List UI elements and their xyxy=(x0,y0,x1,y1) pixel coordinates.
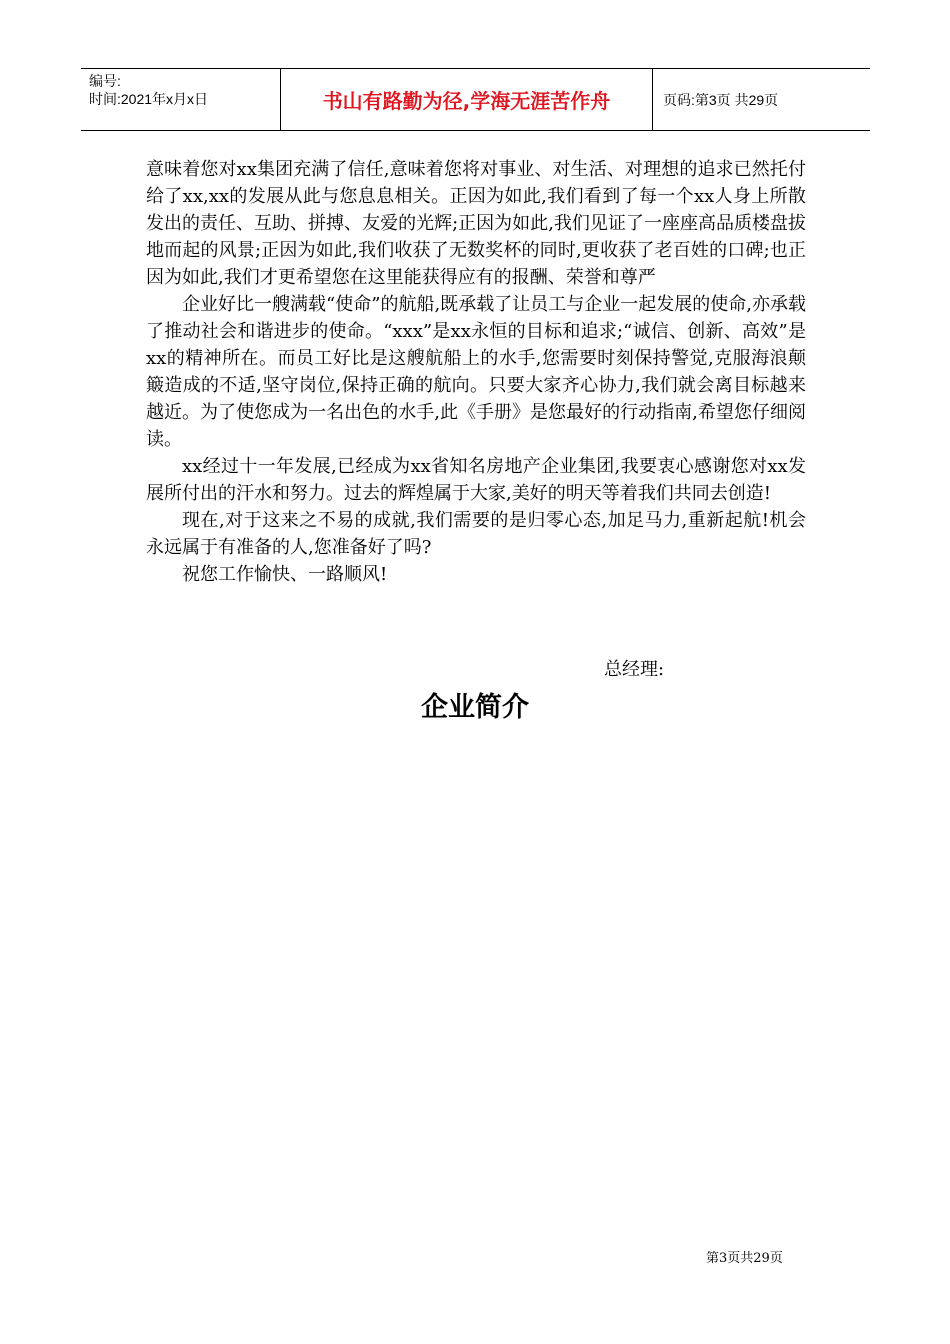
paragraph: 企业好比一艘满载“使命”的航船,既承载了让员工与企业一起发展的使命,亦承载了推动社会和谐进步的使命。“xxx”是xx永恒的目标和追求;“诚信、创新、高效”是xx的精神所在。而员工好比是这艘航船上的水手,您需要时刻保持警觉,克服海浪颠簸造成的不适,坚守岗位,保持正确的航向。只要大家齐心协力,我们就会离目标越来越近。为了使您成为一名出色的水手,此《手册》是您最好的行动指南,希望您仔细阅读。 xyxy=(146,294,806,450)
letter-body xyxy=(146,156,806,588)
signature-line: 总经理: xyxy=(604,659,665,680)
header-motto: 书山有路勤为径,学海无涯苦作舟 xyxy=(281,69,653,130)
header-page-number: 页码:第3页 共29页 xyxy=(663,91,779,108)
paragraph: xx经过十一年发展,已经成为xx省知名房地产企业集团,我要衷心感谢您对xx发展所付出的汗水和努力。过去的辉煌属于大家,美好的明天等着我们共同去创造! xyxy=(146,456,806,504)
section-title: 企业简介 xyxy=(421,692,529,723)
footer-page-number: 第3页共29页 xyxy=(706,1251,783,1266)
document-time-label: 时间:2021年x月x日 xyxy=(89,91,209,107)
document-number-label: 编号: xyxy=(89,73,121,89)
header-meta xyxy=(81,69,281,130)
paragraph: 祝您工作愉快、一路顺风! xyxy=(182,564,388,585)
page-header xyxy=(81,68,870,131)
paragraph: 现在,对于这来之不易的成就,我们需要的是归零心态,加足马力,重新起航!机会永远属于有准备的人,您准备好了吗? xyxy=(146,510,806,558)
paragraph: 意味着您对xx集团充满了信任,意味着您将对事业、对生活、对理想的追求已然托付给了xx,xx的发展从此与您息息相关。正因为如此,我们看到了每一个xx人身上所散发出的责任、互助、拼搏、友爱的光辉;正因为如此,我们见证了一座座高品质楼盘拔地而起的风景;正因为如此,我们收获了无数奖杯的同时,更收获了老百姓的口碑;也正因为如此,我们才更希望您在这里能获得应有的报酬、荣誉和尊严 xyxy=(146,159,806,288)
